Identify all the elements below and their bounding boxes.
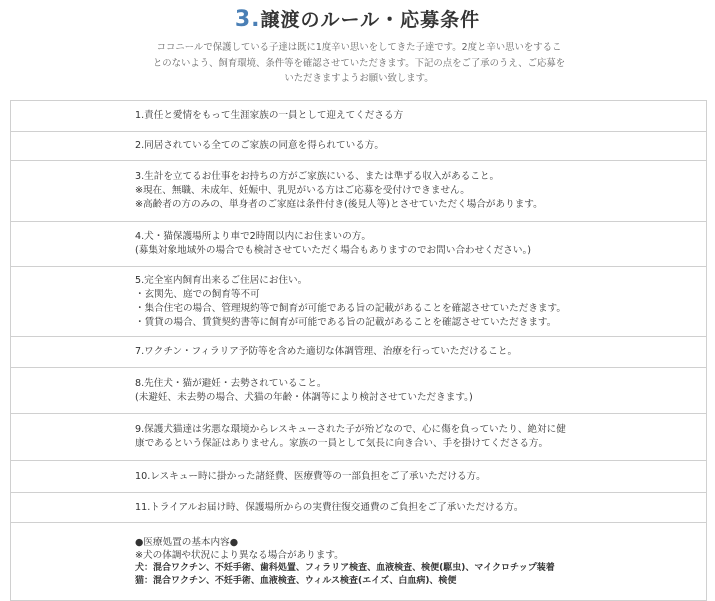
rule-line: 5.完全室内飼育出来るご住居にお住い。 [135, 274, 308, 286]
rule-note: ・賃貸の場合、賃貸契約書等に飼育が可能である旨の記載があることを確認させていただきます。 [135, 316, 557, 328]
rules-list [10, 100, 707, 601]
medical-heading: ●医療処置の基本内容● [135, 536, 239, 548]
rule-line: 9.保護犬猫達は劣悪な環境からレスキューされた子が殆どなので、心に傷を負っていたり、絶対に健 [135, 424, 566, 435]
rule-line: 8.先住犬・猫が避妊・去勢されていること。 [135, 377, 327, 389]
rule-line: 康であるという保証はありません。家族の一員として気長に向き合い、手を掛けてくださる方。 [135, 438, 549, 449]
rule-note: ・集合住宅の場合、管理規約等で飼育が可能である旨の記載があることを確認させていただきます。 [135, 302, 566, 314]
rule-line: 1.責任と愛情をもって生涯家族の一員として迎えてくださる方 [135, 110, 404, 121]
rule-line: 7.ワクチン・フィラリア予防等を含めた適切な体調管理、治療を行っていただけること。 [135, 346, 518, 357]
rule-item-7 [10, 337, 707, 368]
intro-line: ココニールで保護している子達は既に1度辛い思いをしてきた子達です。2度と辛い思いをするこ [156, 42, 562, 53]
rule-note: ・玄関先、庭での飼育等不可 [135, 288, 260, 300]
rule-note: ※現在、無職、未成年、妊娠中、乳児がいる方はご応募を受付けできません。 [135, 185, 470, 196]
medical-note: ※犬の体調や状況により異なる場合があります。 [135, 549, 344, 561]
medical-section [10, 523, 707, 601]
rule-item-4 [10, 222, 707, 267]
rule-item-1 [10, 101, 707, 132]
intro-text [104, 40, 614, 87]
medical-dog-line: 犬：混合ワクチン、不妊手術、歯科処置、フィラリア検査、血液検査、検便(駆虫)、マイクロチップ装着 [135, 562, 555, 573]
rule-line: 3.生計を立てるお仕事をお持ちの方がご家族にいる、または準ずる収入があること。 [135, 171, 500, 182]
rule-item-5 [10, 267, 707, 337]
section-heading: 譲渡のルール・応募条件 [260, 9, 481, 31]
rule-line: 4.犬・猫保護場所より車で2時間以内にお住まいの方。 [135, 231, 371, 242]
rule-item-8 [10, 368, 707, 414]
rule-line: 2.同居されている全てのご家族の同意を得られている方。 [135, 140, 384, 151]
rule-item-3 [10, 161, 707, 222]
rule-item-10 [10, 461, 707, 493]
intro-line: いただきますようお願い致します。 [284, 73, 434, 84]
section-title [0, 6, 715, 34]
rule-line: 11.トライアルお届け時、保護場所からの実費往復交通費のご負担をご了承いただける方。 [135, 501, 524, 513]
intro-line: とのないよう、飼育環境、条件等を確認させていただきます。下記の点をご了承のうえ、ご応募を [152, 57, 566, 69]
rule-item-9 [10, 414, 707, 461]
rule-item-2 [10, 132, 707, 161]
medical-cat-line: 猫：混合ワクチン、不妊手術、血液検査、ウィルス検査(エイズ、白血病)、検便 [135, 575, 457, 586]
rule-note: (未避妊、未去勢の場合、犬猫の年齢・体調等により検討させていただきます。) [135, 391, 473, 403]
rule-note: (募集対象地域外の場合でも検討させていただく場合もありますのでお問い合わせください。) [135, 245, 532, 256]
section-number: 3. [234, 7, 261, 32]
rule-item-11 [10, 493, 707, 523]
rule-line: 10.レスキュー時に掛かった諸経費、医療費等の一部負担をご了承いただける方。 [135, 470, 486, 482]
rule-note: ※高齢者の方のみの、単身者のご家庭は条件付き(後見人等)とさせていただく場合があります。 [135, 199, 543, 210]
